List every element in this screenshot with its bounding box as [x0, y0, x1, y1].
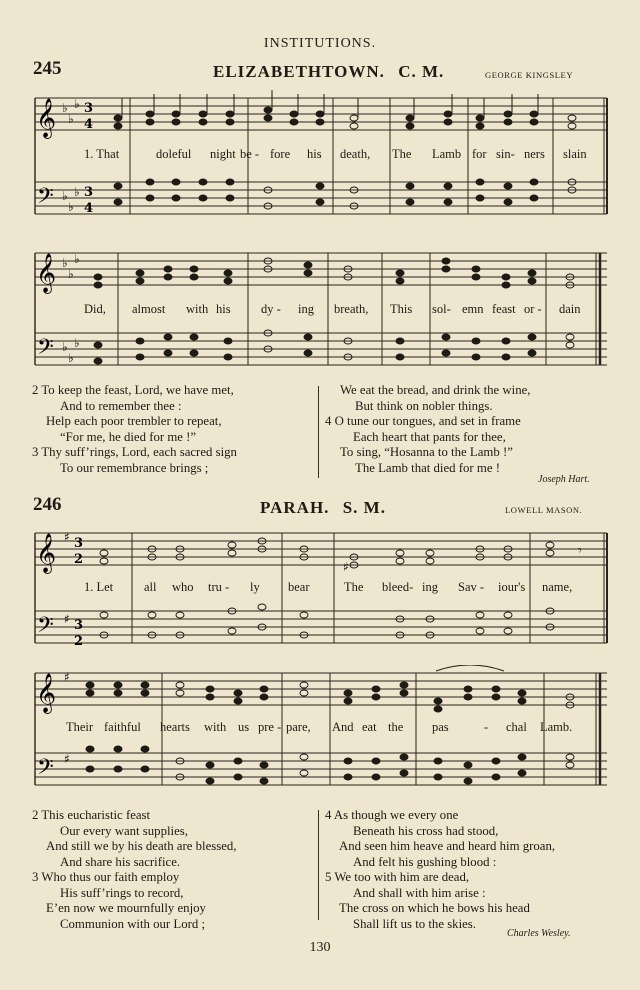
author-246: Charles Wesley. — [507, 928, 571, 939]
hymn-number-245: 245 — [33, 58, 62, 79]
svg-text:𝄢: 𝄢 — [37, 613, 54, 643]
music-system-246-2 — [0, 665, 640, 815]
svg-text:♯: ♯ — [64, 612, 70, 626]
svg-text:𝄞: 𝄞 — [36, 673, 57, 713]
svg-text:𝄢: 𝄢 — [37, 755, 54, 785]
svg-text:𝄞: 𝄞 — [36, 533, 57, 573]
svg-text:♭: ♭ — [62, 101, 68, 115]
author-245: Joseph Hart. — [538, 474, 590, 485]
svg-text:♯: ♯ — [64, 530, 70, 544]
svg-text:♯: ♯ — [64, 670, 70, 684]
svg-text:♭: ♭ — [68, 112, 74, 126]
tune-name: PARAH. — [260, 498, 330, 517]
svg-text:𝄾: 𝄾 — [578, 543, 582, 559]
svg-text:𝄢: 𝄢 — [37, 335, 54, 365]
tune-meter: C. M. — [398, 62, 445, 81]
svg-text:♭: ♭ — [74, 252, 80, 266]
svg-text:2: 2 — [74, 552, 84, 567]
tune-meter: S. M. — [342, 498, 386, 517]
composer-246: LOWELL MASON. — [505, 505, 583, 515]
svg-text:4: 4 — [84, 117, 94, 132]
hymn-number-246: 246 — [33, 494, 62, 515]
svg-text:♭: ♭ — [74, 185, 80, 199]
svg-text:♭: ♭ — [74, 97, 80, 111]
page-number: 130 — [309, 940, 331, 955]
composer-245: GEORGE KINGSLEY — [485, 70, 574, 80]
svg-text:𝄞: 𝄞 — [36, 253, 57, 293]
svg-text:4: 4 — [84, 201, 94, 216]
section-header: INSTITUTIONS. — [263, 36, 377, 51]
verses-245-right: We eat the bread, and drink the wine, But think on nobler things. 4 O tune our tongues, and set in frame Each heart that pants for thee, To sing, “Hosanna to the Lamb !” The Lamb that died for me ! — [325, 383, 531, 475]
verse-divider — [318, 810, 319, 920]
svg-text:♭: ♭ — [68, 351, 74, 365]
svg-text:♭: ♭ — [68, 267, 74, 281]
svg-text:♭: ♭ — [62, 256, 68, 270]
verse-divider — [318, 386, 319, 478]
treble-clef-icon: 𝄞 — [36, 98, 57, 138]
verses-245-left: 2 To keep the feast, Lord, we have met, And to remember thee : Help each poor trembler to repeat, “For me, he died for me !” 3 Thy suff’rings, Lord, each sacred sign To our remembrance brings ; — [32, 383, 237, 475]
tune-name: ELIZABETHTOWN. — [213, 62, 385, 81]
svg-text:3: 3 — [74, 536, 84, 551]
svg-text:♭: ♭ — [62, 189, 68, 203]
svg-text:3: 3 — [84, 101, 94, 116]
svg-text:2: 2 — [74, 634, 84, 649]
svg-text:♯: ♯ — [64, 752, 70, 766]
svg-text:♭: ♭ — [68, 200, 74, 214]
svg-text:♯: ♯ — [343, 560, 349, 574]
verses-246-right: 4 As though we every one Beneath his cross had stood, And seen him heave and heard him groan, And felt his gushing blood : 5 We too with him are dead, And shall with him arise : The cross on which he bows his head Shall lift us to the skies. — [325, 808, 556, 931]
svg-text:♭: ♭ — [74, 336, 80, 350]
hymn-tune-245 — [213, 62, 444, 82]
verses-246-left: 2 This eucharistic feast Our every want supplies, And still we by his death are blessed, And share his sacrifice. 3 Who thus our faith employ His suff’rings to record, E’en now we mournfully enjoy Communion with our Lord ; — [32, 808, 237, 931]
hymn-tune-246 — [260, 498, 386, 518]
svg-text:3: 3 — [74, 618, 84, 633]
svg-text:3: 3 — [84, 185, 94, 200]
bass-clef-icon: 𝄢 — [37, 184, 54, 214]
svg-text:♭: ♭ — [62, 340, 68, 354]
